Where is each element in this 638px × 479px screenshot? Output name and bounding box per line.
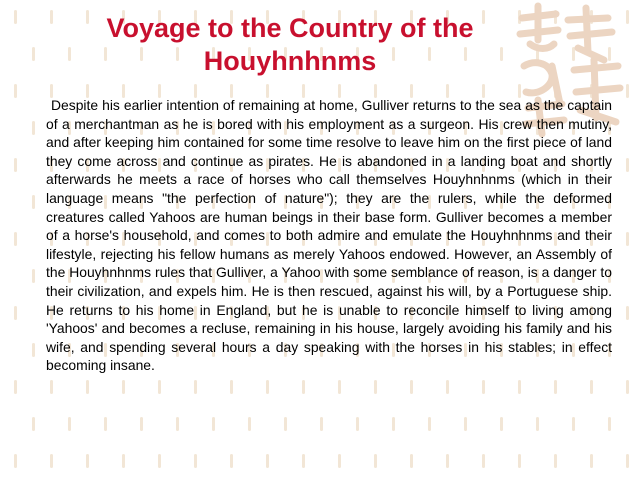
pattern-dash	[14, 380, 17, 394]
pattern-dash	[626, 306, 629, 320]
pattern-dash	[338, 454, 341, 468]
pattern-dash	[356, 417, 359, 431]
pattern-dash	[176, 417, 179, 431]
pattern-dash	[536, 417, 539, 431]
pattern-dash	[518, 380, 521, 394]
pattern-dash	[302, 454, 305, 468]
pattern-dash	[374, 454, 377, 468]
pattern-dash	[446, 380, 449, 394]
pattern-dash	[590, 454, 593, 468]
pattern-dash	[500, 47, 503, 61]
pattern-dash	[446, 454, 449, 468]
pattern-dash	[410, 454, 413, 468]
pattern-dash	[32, 195, 35, 209]
pattern-dash	[14, 10, 17, 24]
pattern-dash	[68, 47, 71, 61]
pattern-dash	[194, 454, 197, 468]
pattern-dash	[158, 454, 161, 468]
pattern-dash	[428, 417, 431, 431]
pattern-dash	[626, 454, 629, 468]
pattern-dash	[158, 380, 161, 394]
pattern-dash	[194, 380, 197, 394]
pattern-dash	[554, 380, 557, 394]
pattern-dash	[572, 417, 575, 431]
pattern-dash	[14, 232, 17, 246]
pattern-dash	[626, 158, 629, 172]
pattern-dash	[68, 417, 71, 431]
pattern-dash	[500, 417, 503, 431]
pattern-dash	[626, 380, 629, 394]
pattern-dash	[86, 380, 89, 394]
pattern-dash	[32, 417, 35, 431]
pattern-dash	[626, 232, 629, 246]
slide-title: Voyage to the Country of the Houyhnhnms	[106, 13, 474, 76]
pattern-dash	[266, 380, 269, 394]
pattern-dash	[410, 380, 413, 394]
pattern-dash	[14, 306, 17, 320]
pattern-dash	[590, 380, 593, 394]
pattern-dash	[266, 454, 269, 468]
pattern-dash	[32, 343, 35, 357]
pattern-dash	[32, 269, 35, 283]
pattern-dash	[392, 417, 395, 431]
pattern-dash	[50, 10, 53, 24]
pattern-dash	[104, 417, 107, 431]
pattern-dash	[212, 417, 215, 431]
pattern-dash	[32, 47, 35, 61]
pattern-dash	[482, 454, 485, 468]
pattern-dash	[14, 454, 17, 468]
pattern-dash	[14, 158, 17, 172]
pattern-dash	[50, 380, 53, 394]
pattern-dash	[374, 380, 377, 394]
pattern-dash	[554, 454, 557, 468]
pattern-dash	[320, 417, 323, 431]
body-text: Despite his earlier intention of remaining at home, Gulliver returns to the sea as the captain of a merchantman as he is bored with his employment as a surgeon. His crew then mutiny, and after keeping him contained for some time resolve to leave him on the first piece of land they come across and continue as pirates. He is abandoned in a landing boat and shortly afterwards he meets a race of horses who call themselves Houyhnhnms (which in their language means "the perfection of nature"); they are the rulers, while the deformed creatures called Yahoos are human beings in their base form. Gulliver becomes a member of a horse's household, and comes to both admire and emulate the Houyhnhnms and their lifestyle, rejecting his fellow humans as merely Yahoos endowed. However, an Assembly of the Houyhnhnms rules that Gulliver, a Yahoo with some semblance of reason, is a danger to their civilization, and expels him. He is then rescued, against his will, by a Portuguese ship. He returns to his home in England, but he is unable to reconcile himself to living among 'Yahoos' and becomes a recluse, remaining in his house, largely avoiding his family and his wife, and spending several hours a day speaking with the horses in his stables; in effect becoming insane.	[46, 97, 612, 374]
pattern-dash	[248, 417, 251, 431]
pattern-dash	[86, 454, 89, 468]
pattern-dash	[230, 454, 233, 468]
pattern-dash	[122, 380, 125, 394]
pattern-dash	[518, 454, 521, 468]
pattern-dash	[122, 454, 125, 468]
pattern-dash	[50, 454, 53, 468]
pattern-dash	[230, 380, 233, 394]
pattern-dash	[14, 84, 17, 98]
pattern-dash	[140, 417, 143, 431]
pattern-dash	[338, 380, 341, 394]
pattern-dash	[302, 380, 305, 394]
pattern-dash	[464, 417, 467, 431]
pattern-dash	[32, 121, 35, 135]
pattern-dash	[608, 417, 611, 431]
pattern-dash	[482, 380, 485, 394]
pattern-dash	[284, 417, 287, 431]
